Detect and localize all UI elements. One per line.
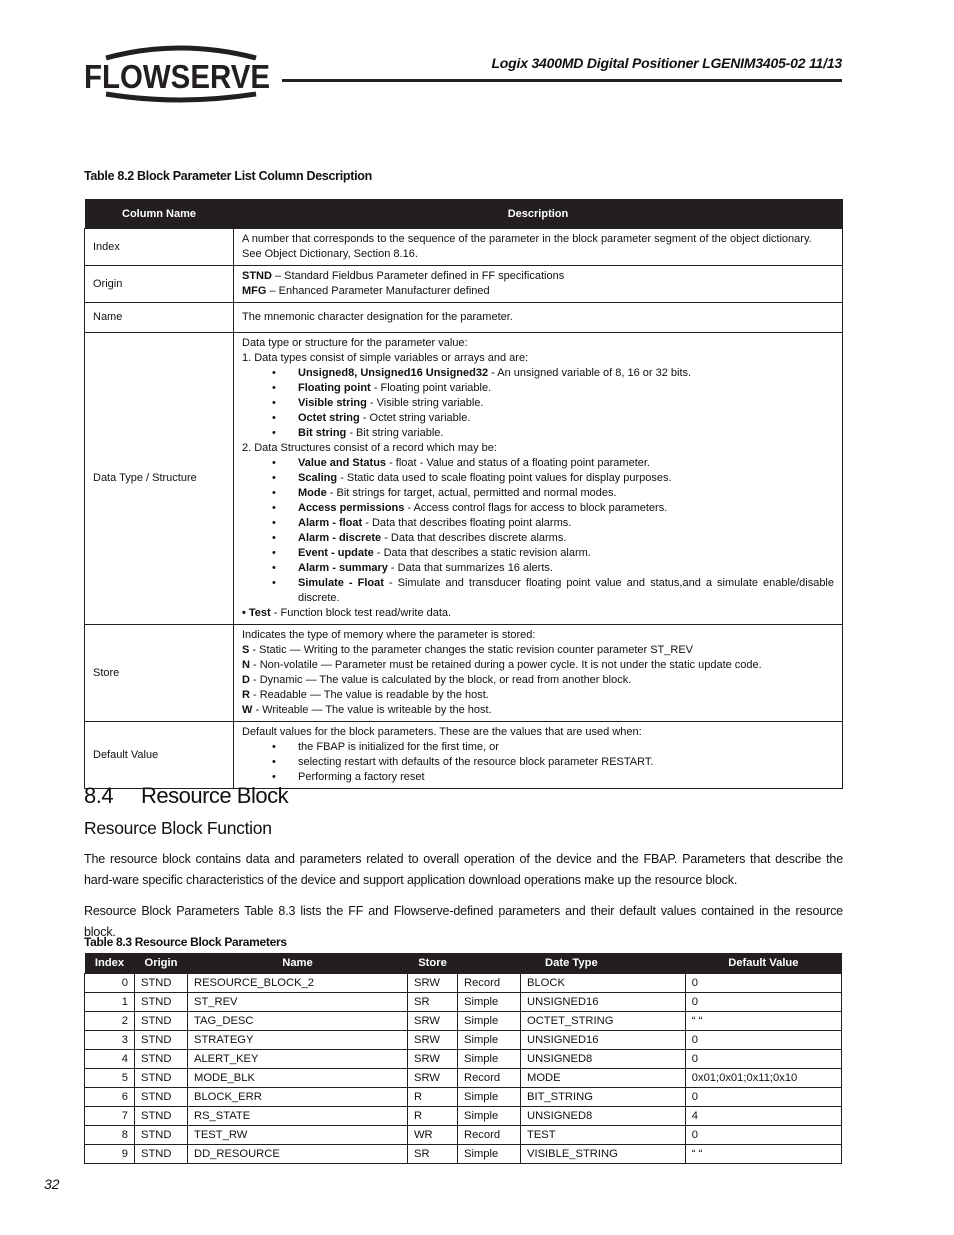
cell-default-value: 0 (685, 1050, 841, 1069)
cell-kind: Simple (458, 1012, 521, 1031)
cell-store: R (408, 1088, 458, 1107)
list-item-term: Scaling (298, 472, 338, 484)
cell-kind: Record (458, 1069, 521, 1088)
test-text: - Function block test read/write data. (270, 607, 452, 619)
list-item-term: Event - update (298, 547, 374, 559)
cell-kind: Simple (458, 1031, 521, 1050)
list-item-text: - Readable — The value is readable by the host. (249, 689, 489, 701)
list-item-text: - Dynamic — The value is calculated by the block, or read from another block. (249, 674, 632, 686)
table-row (85, 1031, 842, 1050)
list-item-term: Floating point (298, 382, 371, 394)
dt-group-2: 2. Data Structures consist of a record which may be: (242, 442, 497, 454)
cell-data-type: UNSIGNED8 (521, 1107, 686, 1126)
list-item-text: - Data that describes discrete alarms. (381, 532, 567, 544)
list-item (242, 546, 834, 561)
list-item-term: R (242, 689, 250, 701)
table-row (85, 625, 843, 722)
cell-origin: STND (135, 1031, 188, 1050)
row-label: Index (85, 229, 234, 266)
cell-default-value: “ “ (685, 1145, 841, 1164)
cell-kind: Record (458, 1126, 521, 1145)
header-origin: Origin (135, 953, 188, 974)
table-row (85, 1012, 842, 1031)
list-item-term: Value and Status (298, 457, 387, 469)
page-number: 32 (44, 1176, 60, 1192)
table-row (85, 333, 843, 625)
list-item (242, 426, 834, 441)
list-item (242, 516, 834, 531)
list-item (242, 531, 834, 546)
table-row (85, 1050, 842, 1069)
list-item (242, 486, 834, 501)
section-heading (84, 783, 288, 809)
list-item (242, 688, 834, 703)
cell-default-value: 0x01;0x01;0x11;0x10 (685, 1069, 841, 1088)
table-row (85, 722, 843, 789)
flowserve-logo (84, 44, 274, 104)
cell-store: SR (408, 993, 458, 1012)
row-description (234, 722, 843, 789)
list-item: • Performing a factory reset (242, 770, 834, 785)
list-item (242, 576, 834, 606)
header-store: Store (408, 953, 458, 974)
subsection-heading: Resource Block Function (84, 818, 272, 838)
cell-name: TEST_RW (188, 1126, 408, 1145)
list-item (242, 643, 834, 658)
list-item-term: W (242, 704, 253, 716)
default-intro: Default values for the block parameters. These are the values that are used when: (242, 726, 642, 738)
table-header-row (85, 199, 843, 229)
list-item-text: - float - Value and status of a floating point parameter. (386, 457, 650, 469)
table-row (85, 1145, 842, 1164)
list-item-text: - Writeable — The value is writeable by the host. (252, 704, 492, 716)
list-item-text: - Access control flags for access to block parameters. (404, 502, 668, 514)
table-row (85, 1126, 842, 1145)
cell-index: 4 (85, 1050, 135, 1069)
list-item-text: - Octet string variable. (359, 412, 471, 424)
cell-default-value: 0 (685, 993, 841, 1012)
paragraph: The resource block contains data and parameters related to overall operation of the device and the FBAP. Parameters that describe the hard-ware specific characteristics of the device and support application download operations make up the resource block. (84, 852, 843, 887)
list-item (242, 471, 834, 486)
cell-origin: STND (135, 1145, 188, 1164)
list-item-term: Alarm - summary (298, 562, 388, 574)
row-label: Default Value (85, 722, 234, 789)
cell-kind: Simple (458, 1088, 521, 1107)
row-description (234, 625, 843, 722)
list-item (242, 658, 834, 673)
cell-origin: STND (135, 1088, 188, 1107)
cell-origin: STND (135, 974, 188, 993)
cell-data-type: UNSIGNED16 (521, 993, 686, 1012)
dt-group-2-list (242, 456, 834, 606)
header-index: Index (85, 953, 135, 974)
cell-store: R (408, 1107, 458, 1126)
cell-origin: STND (135, 1069, 188, 1088)
list-item-text: - Bit strings for target, actual, permitted and normal modes. (326, 487, 617, 499)
list-item-term: Visible string (298, 397, 367, 409)
list-item (242, 456, 834, 471)
store-intro: Indicates the type of memory where the parameter is stored: (242, 629, 536, 641)
cell-data-type: OCTET_STRING (521, 1012, 686, 1031)
cell-name: DD_RESOURCE (188, 1145, 408, 1164)
list-item-text: - Data that describes a static revision alarm. (373, 547, 591, 559)
cell-store: SRW (408, 1050, 458, 1069)
table-row (85, 993, 842, 1012)
logo-text: FLOWSERVE (84, 58, 270, 95)
list-item-term: Alarm - float (298, 517, 363, 529)
list-item-term: S (242, 644, 250, 656)
cell-default-value: 0 (685, 1088, 841, 1107)
cell-kind: Simple (458, 993, 521, 1012)
cell-name: TAG_DESC (188, 1012, 408, 1031)
list-item-text: - Data that describes floating point alarms. (362, 517, 572, 529)
list-item (242, 501, 834, 516)
row-label: Origin (85, 266, 234, 303)
cell-store: SR (408, 1145, 458, 1164)
cell-store: WR (408, 1126, 458, 1145)
list-item-text: - Static — Writing to the parameter changes the static revision counter parameter ST_REV (249, 644, 694, 656)
cell-origin: STND (135, 1012, 188, 1031)
cell-origin: STND (135, 1050, 188, 1069)
list-item-term: Access permissions (298, 502, 405, 514)
default-list (242, 740, 834, 785)
cell-default-value: 0 (685, 974, 841, 993)
row-label: Name (85, 303, 234, 333)
cell-store: SRW (408, 974, 458, 993)
table-row (85, 303, 843, 333)
cell-name: ST_REV (188, 993, 408, 1012)
list-item-term: Bit string (298, 427, 347, 439)
cell-index: 5 (85, 1069, 135, 1088)
list-item (242, 561, 834, 576)
list-item-text: - Data that summarizes 16 alerts. (387, 562, 553, 574)
list-item-text: - Floating point variable. (370, 382, 492, 394)
table-row (85, 229, 843, 266)
mfg-term: MFG (242, 285, 267, 297)
cell-index: 0 (85, 974, 135, 993)
list-item-term: D (242, 674, 250, 686)
table-header-row (85, 953, 842, 974)
cell-name: RESOURCE_BLOCK_2 (188, 974, 408, 993)
resource-block-parameters-table (84, 953, 842, 1164)
cell-default-value: 0 (685, 1126, 841, 1145)
column-name-header: Column Name (85, 199, 234, 229)
row-description (234, 333, 843, 625)
list-item (242, 396, 834, 411)
cell-store: SRW (408, 1031, 458, 1050)
cell-store: SRW (408, 1012, 458, 1031)
block-parameter-description-table (84, 199, 843, 789)
cell-index: 8 (85, 1126, 135, 1145)
header-default-value: Default Value (685, 953, 841, 974)
dt-group-1: 1. Data types consist of simple variables or arrays and are: (242, 352, 529, 364)
cell-name: ALERT_KEY (188, 1050, 408, 1069)
test-term: • Test (242, 607, 271, 619)
table-row (85, 266, 843, 303)
cell-name: MODE_BLK (188, 1069, 408, 1088)
mfg-text: – Enhanced Parameter Manufacturer defined (266, 285, 490, 297)
row-label: Data Type / Structure (85, 333, 234, 625)
stnd-term: STND (242, 270, 272, 282)
cell-data-type: MODE (521, 1069, 686, 1088)
cell-kind: Simple (458, 1050, 521, 1069)
list-item: • selecting restart with defaults of the resource block parameter RESTART. (242, 755, 834, 770)
cell-name: BLOCK_ERR (188, 1088, 408, 1107)
header-data-type: Date Type (458, 953, 686, 974)
row-description (234, 266, 843, 303)
store-list (242, 643, 834, 718)
list-item-text: - Static data used to scale floating point values for display purposes. (337, 472, 672, 484)
stnd-text: – Standard Fieldbus Parameter defined in FF specifications (271, 270, 565, 282)
cell-origin: STND (135, 993, 188, 1012)
list-item-text: - Bit string variable. (346, 427, 444, 439)
list-item-text: - Visible string variable. (366, 397, 484, 409)
list-item-text: - Non-volatile — Parameter must be retained during a power cycle. It is not under the static update code. (249, 659, 762, 671)
list-item (242, 381, 834, 396)
cell-origin: STND (135, 1126, 188, 1145)
list-item-term: N (242, 659, 250, 671)
table-row (85, 1107, 842, 1126)
list-item-term: Octet string (298, 412, 360, 424)
list-item-text: - Simulate and transducer floating point value and status,and a simulate enable/disable discrete. (298, 577, 834, 604)
list-item-term: Unsigned8, Unsigned16 Unsigned32 (298, 367, 489, 379)
cell-name: STRATEGY (188, 1031, 408, 1050)
list-item (242, 673, 834, 688)
list-item (242, 366, 834, 381)
cell-kind: Record (458, 974, 521, 993)
description-header: Description (234, 199, 843, 229)
list-item-term: Mode (298, 487, 327, 499)
cell-index: 9 (85, 1145, 135, 1164)
header-rule (282, 79, 842, 82)
paragraph: Resource Block Parameters Table 8.3 lists the FF and Flowserve-defined parameters and their default values contained in the resource block. (84, 904, 843, 939)
cell-index: 2 (85, 1012, 135, 1031)
table-row (85, 1088, 842, 1107)
cell-index: 7 (85, 1107, 135, 1126)
cell-kind: Simple (458, 1107, 521, 1126)
section-number: 8.4 (84, 783, 114, 808)
document-title: Logix 3400MD Digital Positioner LGENIM3405-02 11/13 (491, 55, 842, 71)
list-item-term: Simulate - Float (298, 577, 384, 589)
row-description: The mnemonic character designation for the parameter. (234, 303, 843, 333)
table-row (85, 974, 842, 993)
cell-index: 6 (85, 1088, 135, 1107)
cell-data-type: TEST (521, 1126, 686, 1145)
cell-default-value: 4 (685, 1107, 841, 1126)
table-row (85, 1069, 842, 1088)
cell-data-type: BIT_STRING (521, 1088, 686, 1107)
list-item: • the FBAP is initialized for the first time, or (242, 740, 834, 755)
section-title: Resource Block (141, 783, 289, 808)
cell-default-value: “ “ (685, 1012, 841, 1031)
row-description: A number that corresponds to the sequence of the parameter in the block parameter segment of the object dictionary. See Object Dictionary, Section 8.16. (234, 229, 843, 266)
cell-kind: Simple (458, 1145, 521, 1164)
cell-index: 3 (85, 1031, 135, 1050)
list-item-term: Alarm - discrete (298, 532, 382, 544)
cell-data-type: VISIBLE_STRING (521, 1145, 686, 1164)
cell-name: RS_STATE (188, 1107, 408, 1126)
cell-store: SRW (408, 1069, 458, 1088)
table-body (85, 974, 842, 1164)
list-item-text: - An unsigned variable of 8, 16 or 32 bits. (488, 367, 692, 379)
cell-default-value: 0 (685, 1031, 841, 1050)
list-item (242, 703, 834, 718)
cell-data-type: UNSIGNED8 (521, 1050, 686, 1069)
cell-data-type: UNSIGNED16 (521, 1031, 686, 1050)
dt-intro: Data type or structure for the parameter value: (242, 337, 468, 349)
row-label: Store (85, 625, 234, 722)
list-item (242, 411, 834, 426)
cell-data-type: BLOCK (521, 974, 686, 993)
cell-index: 1 (85, 993, 135, 1012)
table-8-3-caption: Table 8.3 Resource Block Parameters (84, 935, 287, 949)
cell-origin: STND (135, 1107, 188, 1126)
dt-group-1-list (242, 366, 834, 441)
table-8-2-caption: Table 8.2 Block Parameter List Column Description (84, 169, 372, 183)
header-name: Name (188, 953, 408, 974)
